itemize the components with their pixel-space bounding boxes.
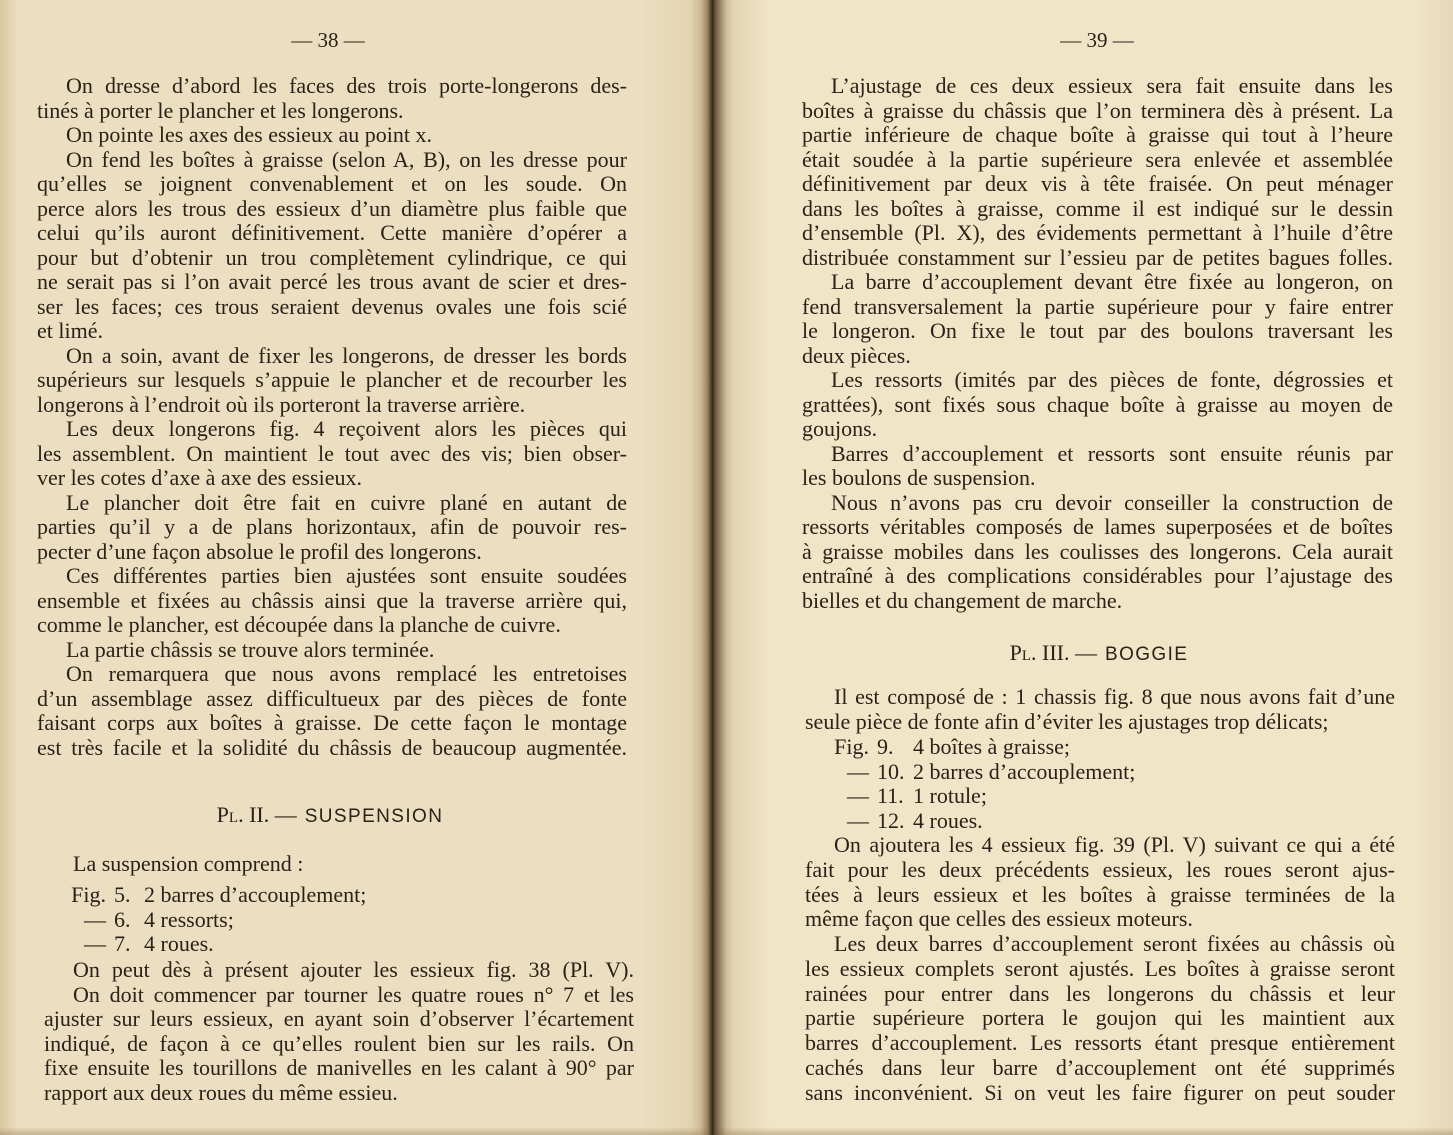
section-body xyxy=(44,958,634,1105)
page-edge xyxy=(0,1127,712,1135)
text-line: partie inférieure de chaque boîte à graisse qui tout à l’heure xyxy=(802,122,1393,147)
text-line: bielles et du changement de marche. xyxy=(802,587,1123,613)
section-heading xyxy=(35,802,625,828)
text-line: à graisse mobiles dans les coulisses des longerons. Cela aurait xyxy=(802,538,1393,564)
text-line: définitivement par deux vis à tête fraisée. On peut ménager xyxy=(802,171,1393,196)
text-line: parties qu’il y a de plans horizontaux, afin de pouvoir res- xyxy=(37,514,627,539)
text-line: ver les cotes d’axe à axe des essieux. xyxy=(37,465,362,490)
section-heading-prefix: Pl. III. — xyxy=(1009,640,1097,665)
paragraph xyxy=(37,662,627,760)
text-line: La partie châssis se trouve alors terminée. xyxy=(66,636,435,662)
text-line: seule pièce de fonte afin d’éviter les ajustages trop délicats; xyxy=(805,708,1329,734)
text-line: était soudée à la partie supérieure sera enlevée et assemblée xyxy=(802,146,1393,172)
figure-number: 10. xyxy=(877,758,905,784)
text-line: faisant corps aux boîtes à graisse. De cette façon le montage xyxy=(37,710,627,735)
list-item-text: 4 ressorts; xyxy=(144,906,234,932)
paragraph xyxy=(802,270,1393,368)
list-marker: Fig. xyxy=(834,734,869,759)
list-marker: — xyxy=(847,783,869,808)
paragraph xyxy=(37,491,627,565)
text-line: grattées), sont fixés sous chaque boîte à graisse au moyen de xyxy=(802,391,1393,417)
paragraph xyxy=(37,564,627,638)
figure-list xyxy=(805,735,1395,833)
text-line: longerons à l’endroit où ils porteront la traverse arrière. xyxy=(37,391,526,417)
figure-number: 7. xyxy=(114,931,131,956)
paragraph xyxy=(37,123,627,148)
text-line: même façon que celles des essieux moteurs. xyxy=(805,906,1193,932)
list-marker: — xyxy=(84,906,106,932)
list-marker: — xyxy=(84,931,106,956)
text-line: cachés dans leur barre d’accouplement ont été supprimés xyxy=(805,1054,1395,1080)
text-line: On ajoutera les 4 essieux fig. 39 (Pl. V) suivant ce qui a été xyxy=(834,832,1395,857)
text-line: est très facile et la solidité du châssis de beaucoup augmentée. xyxy=(37,734,627,760)
paragraph xyxy=(805,932,1395,1105)
figure-number: 6. xyxy=(114,906,131,932)
text-line: fait pour les deux précédents essieux, les roues seront ajus- xyxy=(805,856,1395,882)
text-line: La suspension comprend : xyxy=(73,851,304,876)
text-line: entraîné à des complications considérables pour l’ajustage des xyxy=(802,563,1393,588)
text-line: L’ajustage de ces deux essieux sera fait ensuite dans les xyxy=(831,73,1393,98)
book-gutter xyxy=(700,0,726,1135)
page-number: — 39 — xyxy=(1060,28,1134,52)
text-line: goujons. xyxy=(802,416,878,441)
paragraph xyxy=(44,983,634,1106)
text-line: barres d’accouplement. Les ressorts étant presque entièrement xyxy=(805,1030,1395,1055)
figure-list-item xyxy=(805,784,1395,809)
text-line: rainées pour entrer dans les longerons du châssis et leur xyxy=(805,980,1395,1006)
text-line: qu’elles se joignent convenablement et on les soude. On xyxy=(37,171,627,196)
paragraph xyxy=(802,368,1393,442)
text-line: celui qu’ils auront définitivement. Cette manière d’opérer a xyxy=(37,220,627,245)
list-marker: — xyxy=(847,807,869,833)
text-line: d’ensemble (Pl. X), des évidements permettant à l’huile d’être xyxy=(802,220,1393,245)
section-body xyxy=(805,833,1395,1105)
paragraph xyxy=(805,833,1395,932)
text-line: On remarquera que nous avons remplacé les entretoises xyxy=(66,661,627,686)
right-page-body xyxy=(802,74,1393,613)
left-page-body xyxy=(37,74,627,760)
section-heading xyxy=(804,640,1394,666)
text-line: Il est composé de : 1 chassis fig. 8 que nous avons fait d’une xyxy=(834,684,1395,709)
text-line: ressorts véritables composés de lames superposées et de boîtes xyxy=(802,514,1393,539)
text-line: perce alors les trous des essieux d’un diamètre plus faible que xyxy=(37,195,627,221)
figure-list-item xyxy=(44,932,634,957)
text-line: On dresse d’abord les faces des trois porte-longerons des- xyxy=(66,73,627,98)
text-line: deux pièces. xyxy=(802,342,911,368)
figure-list-item xyxy=(44,883,634,908)
text-line: partie supérieure portera le goujon qui les maintient aux xyxy=(805,1005,1395,1031)
figure-list-item xyxy=(805,809,1395,834)
list-item-text: 4 boîtes à graisse; xyxy=(913,734,1071,759)
figure-number: 9. xyxy=(877,734,894,759)
paragraph xyxy=(37,417,627,491)
figure-number: 11. xyxy=(877,783,904,808)
text-line: indiqué, de façon à ce qu’elles roulent bien sur les rails. On xyxy=(44,1030,634,1056)
paragraph xyxy=(37,74,627,123)
text-line: distribuée constamment sur l’essieu par de petites bagues folles. xyxy=(802,244,1393,270)
text-line: tinés à porter le plancher et les longerons. xyxy=(37,97,404,123)
text-line: Nous n’avons pas cru devoir conseiller la construction de xyxy=(831,489,1393,515)
text-line: dans les boîtes à graisse, comme il est indiqué sur le dessin xyxy=(802,195,1393,221)
list-item-text: 2 barres d’accouplement; xyxy=(913,758,1136,784)
text-line: Ces différentes parties bien ajustées sont ensuite soudées xyxy=(66,563,627,588)
text-line: rapport aux deux roues du même essieu. xyxy=(44,1079,398,1105)
text-line: et limé. xyxy=(37,318,103,343)
text-line: ajuster sur leurs essieux, en ayant soin d’observer l’écartement xyxy=(44,1006,634,1031)
text-line: On pointe les axes des essieux au point x. xyxy=(66,122,432,147)
paragraph xyxy=(37,148,627,344)
figure-list-item xyxy=(805,760,1395,785)
text-line: ensemble et fixées au châssis ainsi que la traverse arrière qui, xyxy=(37,587,627,613)
text-line: pour but d’obtenir un trou complètement cylindrique, ce qui xyxy=(37,244,627,270)
text-line: Les deux barres d’accouplement seront fixées au châssis où xyxy=(834,931,1395,956)
list-item-text: 4 roues. xyxy=(144,931,214,956)
text-line: pecter d’une façon absolue le profil des longerons. xyxy=(37,538,482,564)
text-line: ser les faces; ces trous seraient devenus ovales une fois scié xyxy=(37,293,627,319)
paragraph xyxy=(802,74,1393,270)
text-line: le longeron. On fixe le tout par des boulons traversant les xyxy=(802,318,1393,343)
list-marker: Fig. xyxy=(71,882,106,907)
paragraph xyxy=(802,491,1393,614)
text-line: On fend les boîtes à graisse (selon A, B), on les dresse pour xyxy=(66,146,627,172)
figure-number: 12. xyxy=(877,807,905,833)
paragraph xyxy=(802,442,1393,491)
paragraph xyxy=(44,958,634,983)
section-intro xyxy=(44,852,634,877)
text-line: supérieurs sur lesquels s’appuie le plancher et de recourber les xyxy=(37,367,627,392)
text-line: les boulons de suspension. xyxy=(802,465,1036,490)
text-line: sans inconvénient. Si on veut les faire figurer on peut souder xyxy=(805,1079,1395,1105)
text-line: ne serait pas si l’on avait percé les trous avant de scier et dres- xyxy=(37,269,627,294)
text-line: d’un assemblage assez difficultueux par des pièces de fonte xyxy=(37,685,627,711)
page-edge xyxy=(712,1127,1453,1135)
text-line: Les deux longerons fig. 4 reçoivent alors les pièces qui xyxy=(66,416,627,441)
section-intro xyxy=(805,685,1395,734)
text-line: comme le plancher, est découpée dans la planche de cuivre. xyxy=(37,612,561,637)
page-number: — 38 — xyxy=(291,28,365,52)
list-item-text: 4 roues. xyxy=(913,807,983,833)
text-line: La barre d’accouplement devant être fixée au longeron, on xyxy=(831,269,1393,294)
paragraph xyxy=(37,638,627,663)
text-line: fixe ensuite les tourillons de manivelles en les calant à 90° par xyxy=(44,1055,634,1080)
text-line: On doit commencer par tourner les quatre roues n° 7 et les xyxy=(73,981,634,1007)
text-line: fend transversalement la partie supérieure pour y faire entrer xyxy=(802,293,1393,319)
list-item-text: 1 rotule; xyxy=(913,783,987,808)
text-line: Barres d’accouplement et ressorts sont ensuite réunis par xyxy=(831,440,1393,466)
section-heading-title: SUSPENSION xyxy=(304,806,444,827)
section-heading-title: BOGGIE xyxy=(1105,644,1189,665)
text-line: Le plancher doit être fait en cuivre plané en autant de xyxy=(66,489,627,515)
section-heading-prefix: Pl. II. — xyxy=(216,802,297,827)
list-item-text: 2 barres d’accouplement; xyxy=(144,882,367,907)
list-marker: — xyxy=(847,758,869,784)
text-line: tées à leurs essieux et les boîtes à graisse terminées de la xyxy=(805,881,1395,907)
figure-number: 5. xyxy=(114,882,131,907)
text-line: les assemblent. On maintient le tout avec des vis; bien obser- xyxy=(37,440,627,466)
text-line: boîtes à graisse du châssis que l’on terminera dès à présent. La xyxy=(802,97,1393,123)
paragraph xyxy=(37,344,627,418)
figure-list-item xyxy=(44,908,634,933)
figure-list xyxy=(44,883,634,957)
text-line: On a soin, avant de fixer les longerons, de dresser les bords xyxy=(66,342,627,368)
text-line: On peut dès à présent ajouter les essieux fig. 38 (Pl. V). xyxy=(73,957,634,982)
figure-list-item xyxy=(805,735,1395,760)
text-line: les essieux complets seront ajustés. Les boîtes à graisse seront xyxy=(805,955,1395,981)
text-line: Les ressorts (imités par des pièces de fonte, dégrossies et xyxy=(831,367,1393,392)
